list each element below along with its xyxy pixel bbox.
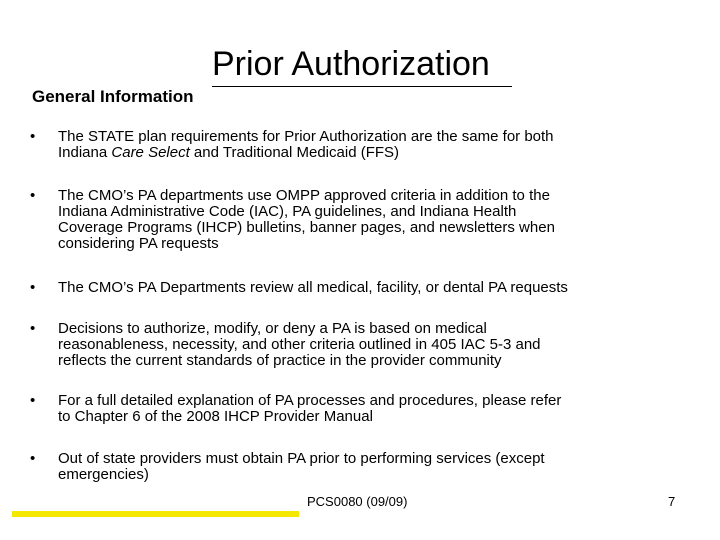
bullet-item [30, 393, 690, 425]
footer-document-code: PCS0080 (09/09) [307, 494, 408, 509]
bullet-text: The CMO’s PA departments use OMPP approved criteria in addition to the Indiana Administrative Code (IAC), PA guidelines, and Indiana Health Coverage Programs (IHCP) bulletins, banner pages, and newsletters when considering PA requests [58, 187, 555, 252]
footer-accent-bar [12, 511, 299, 517]
bullet-marker: • [30, 320, 36, 337]
bullet-item [30, 451, 690, 483]
section-subtitle: General Information [32, 87, 194, 106]
bullet-text: Out of state providers must obtain PA prior to performing services (except emergencies) [58, 450, 545, 483]
bullet-marker: • [30, 279, 36, 296]
bullet-marker: • [30, 187, 36, 204]
bullet-item [30, 280, 690, 296]
bullet-item [30, 129, 690, 161]
bullet-marker: • [30, 392, 36, 409]
bullet-item [30, 188, 690, 252]
bullet-text [58, 129, 690, 161]
slide-title: Prior Authorization [212, 45, 490, 83]
bullet-text: Decisions to authorize, modify, or deny a PA is based on medical reasonableness, necessity, and other criteria outlined in 405 IAC 5-3 and reflects the current standards of practice in the provider community [58, 320, 541, 369]
bullet-text-part: The STATE plan requirements for Prior Authorization are the same for both Indiana [58, 128, 554, 161]
bullet-item [30, 321, 690, 369]
bullet-marker: • [30, 450, 36, 467]
bullet-marker: • [30, 128, 36, 145]
bullet-text: The CMO’s PA Departments review all medical, facility, or dental PA requests [58, 279, 568, 296]
page-number: 7 [668, 494, 676, 509]
bullet-emphasis: Care Select [111, 144, 190, 161]
bullet-text-part: and Traditional Medicaid (FFS) [189, 144, 400, 161]
bullet-text: For a full detailed explanation of PA processes and procedures, please refer to Chapter 6 of the 2008 IHCP Provider Manual [58, 392, 562, 425]
